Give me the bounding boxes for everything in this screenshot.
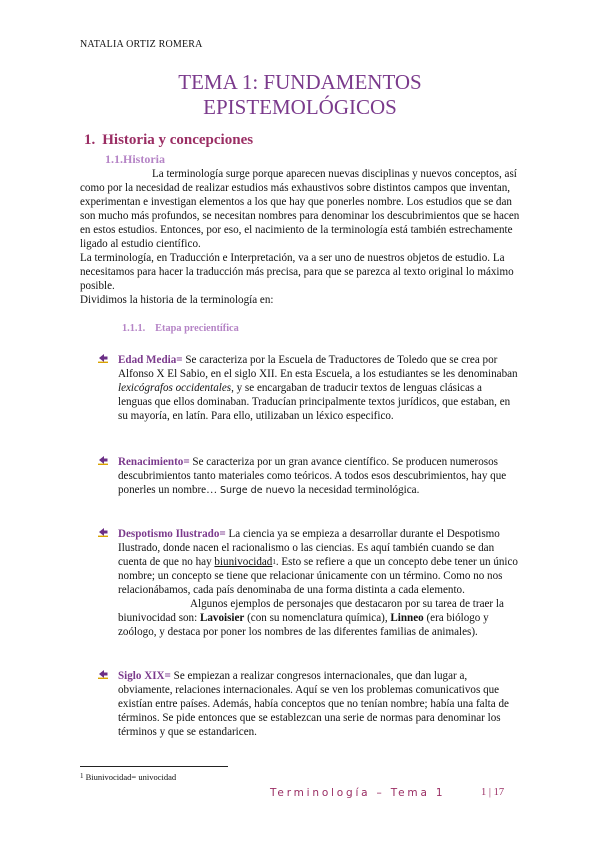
body-text xyxy=(80,167,520,307)
item-label: Edad Media= xyxy=(118,354,183,366)
bold-name: Linneo xyxy=(390,612,424,624)
list-item-edad-media: Edad Media= Se caracteriza por la Escuela de Traductores de Toledo que se crea por Alfonso X El Sabio, en el siglo XII. En esta Escuela, a los estudiantes se les denominaban lexicógrafos occidentales, y se encargaban de traducir textos de lenguas clásicas a lenguas que ellos dominaban. Traducían principalmente textos jurídicos, que estaban, en su mayoría, en latín. Para ello, utilizaban un léxico especifico. xyxy=(118,354,518,422)
page-title-line1: TEMA 1: FUNDAMENTOS xyxy=(178,70,422,94)
arrow-bullet-icon xyxy=(98,527,108,537)
footnote-reference[interactable]: 1 xyxy=(272,558,276,566)
list-item-siglo-xix: Siglo XIX= Se empiezan a realizar congresos internacionales, que dan lugar a, obviamente, relaciones internacionales. Aquí se ven los problemas comunicativos que existían entre países. Además, había conceptos que no tenían nombre; había una falta de términos. Se pide entonces que se establezcan una serie de normas para denominar los términos y que se estandaricen. xyxy=(118,670,509,738)
document-header-author: NATALIA ORTIZ ROMERA xyxy=(80,39,203,50)
bold-name: Lavoisier xyxy=(199,612,245,624)
paragraph-translation: La terminología, en Traducción e Interpretación, va a ser uno de nuestros objetos de estudio. La necesitamos para hacer la traducción más precisa, para que se parezca al texto original lo máximo posible. xyxy=(80,252,514,292)
subsubsection-title: Etapa precientífica xyxy=(155,323,239,334)
footnote xyxy=(80,772,176,782)
item-label: Renacimiento= xyxy=(118,456,190,468)
list-item-despotismo: Despotismo Ilustrado= La ciencia ya se empieza a desarrollar durante el Despotismo Ilustrado, donde nacen el racionalismo o las ciencias. Es aquí también cuando se dan cuenta de que no hay biunivocidad$^1$. Esto se refiere a que un concepto debe tener un único nombre; un concepto se tiene que relacionar únicamente con un término. Como no nos relacionábamos, cada país denominaba de una forma distinta a cada elemento. Algunos ejemplos de personajes que destacaron por su tarea de traer la biunivocidad son: Lavoisier (con su nomenclatura química), Linneo (era biólogo y zoólogo, y destaca por poner los nombres de las diferentes familias de animales). xyxy=(118,528,518,638)
page-title-line2: EPISTEMOLÓGICOS xyxy=(203,95,397,119)
underlined-term: biunivocidad xyxy=(214,556,273,568)
subsection-heading-historia: 1.1.Historia xyxy=(105,152,165,166)
paragraph-division: Dividimos la historia de la terminología en: xyxy=(80,294,274,306)
alt-font-text: Surge de nuevo xyxy=(219,485,295,496)
footer-course-label: Terminología – Tema 1 xyxy=(270,787,446,799)
arrow-bullet-icon xyxy=(98,455,108,465)
section-heading-1 xyxy=(84,132,253,149)
item-label: Siglo XIX= xyxy=(118,670,171,682)
list-item-renacimiento: Renacimiento= Se caracteriza por un gran avance científico. Se producen numerosos descubrimientos tanto materiales como teóricos. A todos esos descubrimientos, hay que ponerles un nombre… Surge de nuevo la necesidad terminológica. xyxy=(118,456,507,496)
item-label: Despotismo Ilustrado= xyxy=(118,528,226,540)
arrow-bullet-icon xyxy=(98,353,108,363)
footnote-divider xyxy=(80,766,228,767)
paragraph-intro: La terminología surge porque aparecen nuevas disciplinas y nuevos conceptos, así como por la necesidad de realizar estudios más exhaustivos sobre distintos campos que inventan, experimentan e investigan elementos a los que hay que ponerles nombre. Los estudios que se dan son mucho más profundos, se necesitan nombres para denominar los descubrimientos que se hacen en estos estudios. Entonces, por eso, el nacimiento de la terminología está también estrechamente ligado al estudio científico. xyxy=(80,168,520,250)
footnote-text: Biunivocidad= univocidad xyxy=(83,772,177,782)
page-number: 1 | 17 xyxy=(481,787,505,798)
subsubsection-heading-etapa xyxy=(122,323,239,334)
arrow-bullet-icon xyxy=(98,669,108,679)
subsubsection-number: 1.1.1. xyxy=(122,323,146,334)
section-title: Historia y concepciones xyxy=(102,132,254,148)
footnote-mark: 1 xyxy=(80,772,84,780)
section-number: 1. xyxy=(84,132,96,148)
italic-term: lexicógrafos occidentales xyxy=(118,382,232,394)
